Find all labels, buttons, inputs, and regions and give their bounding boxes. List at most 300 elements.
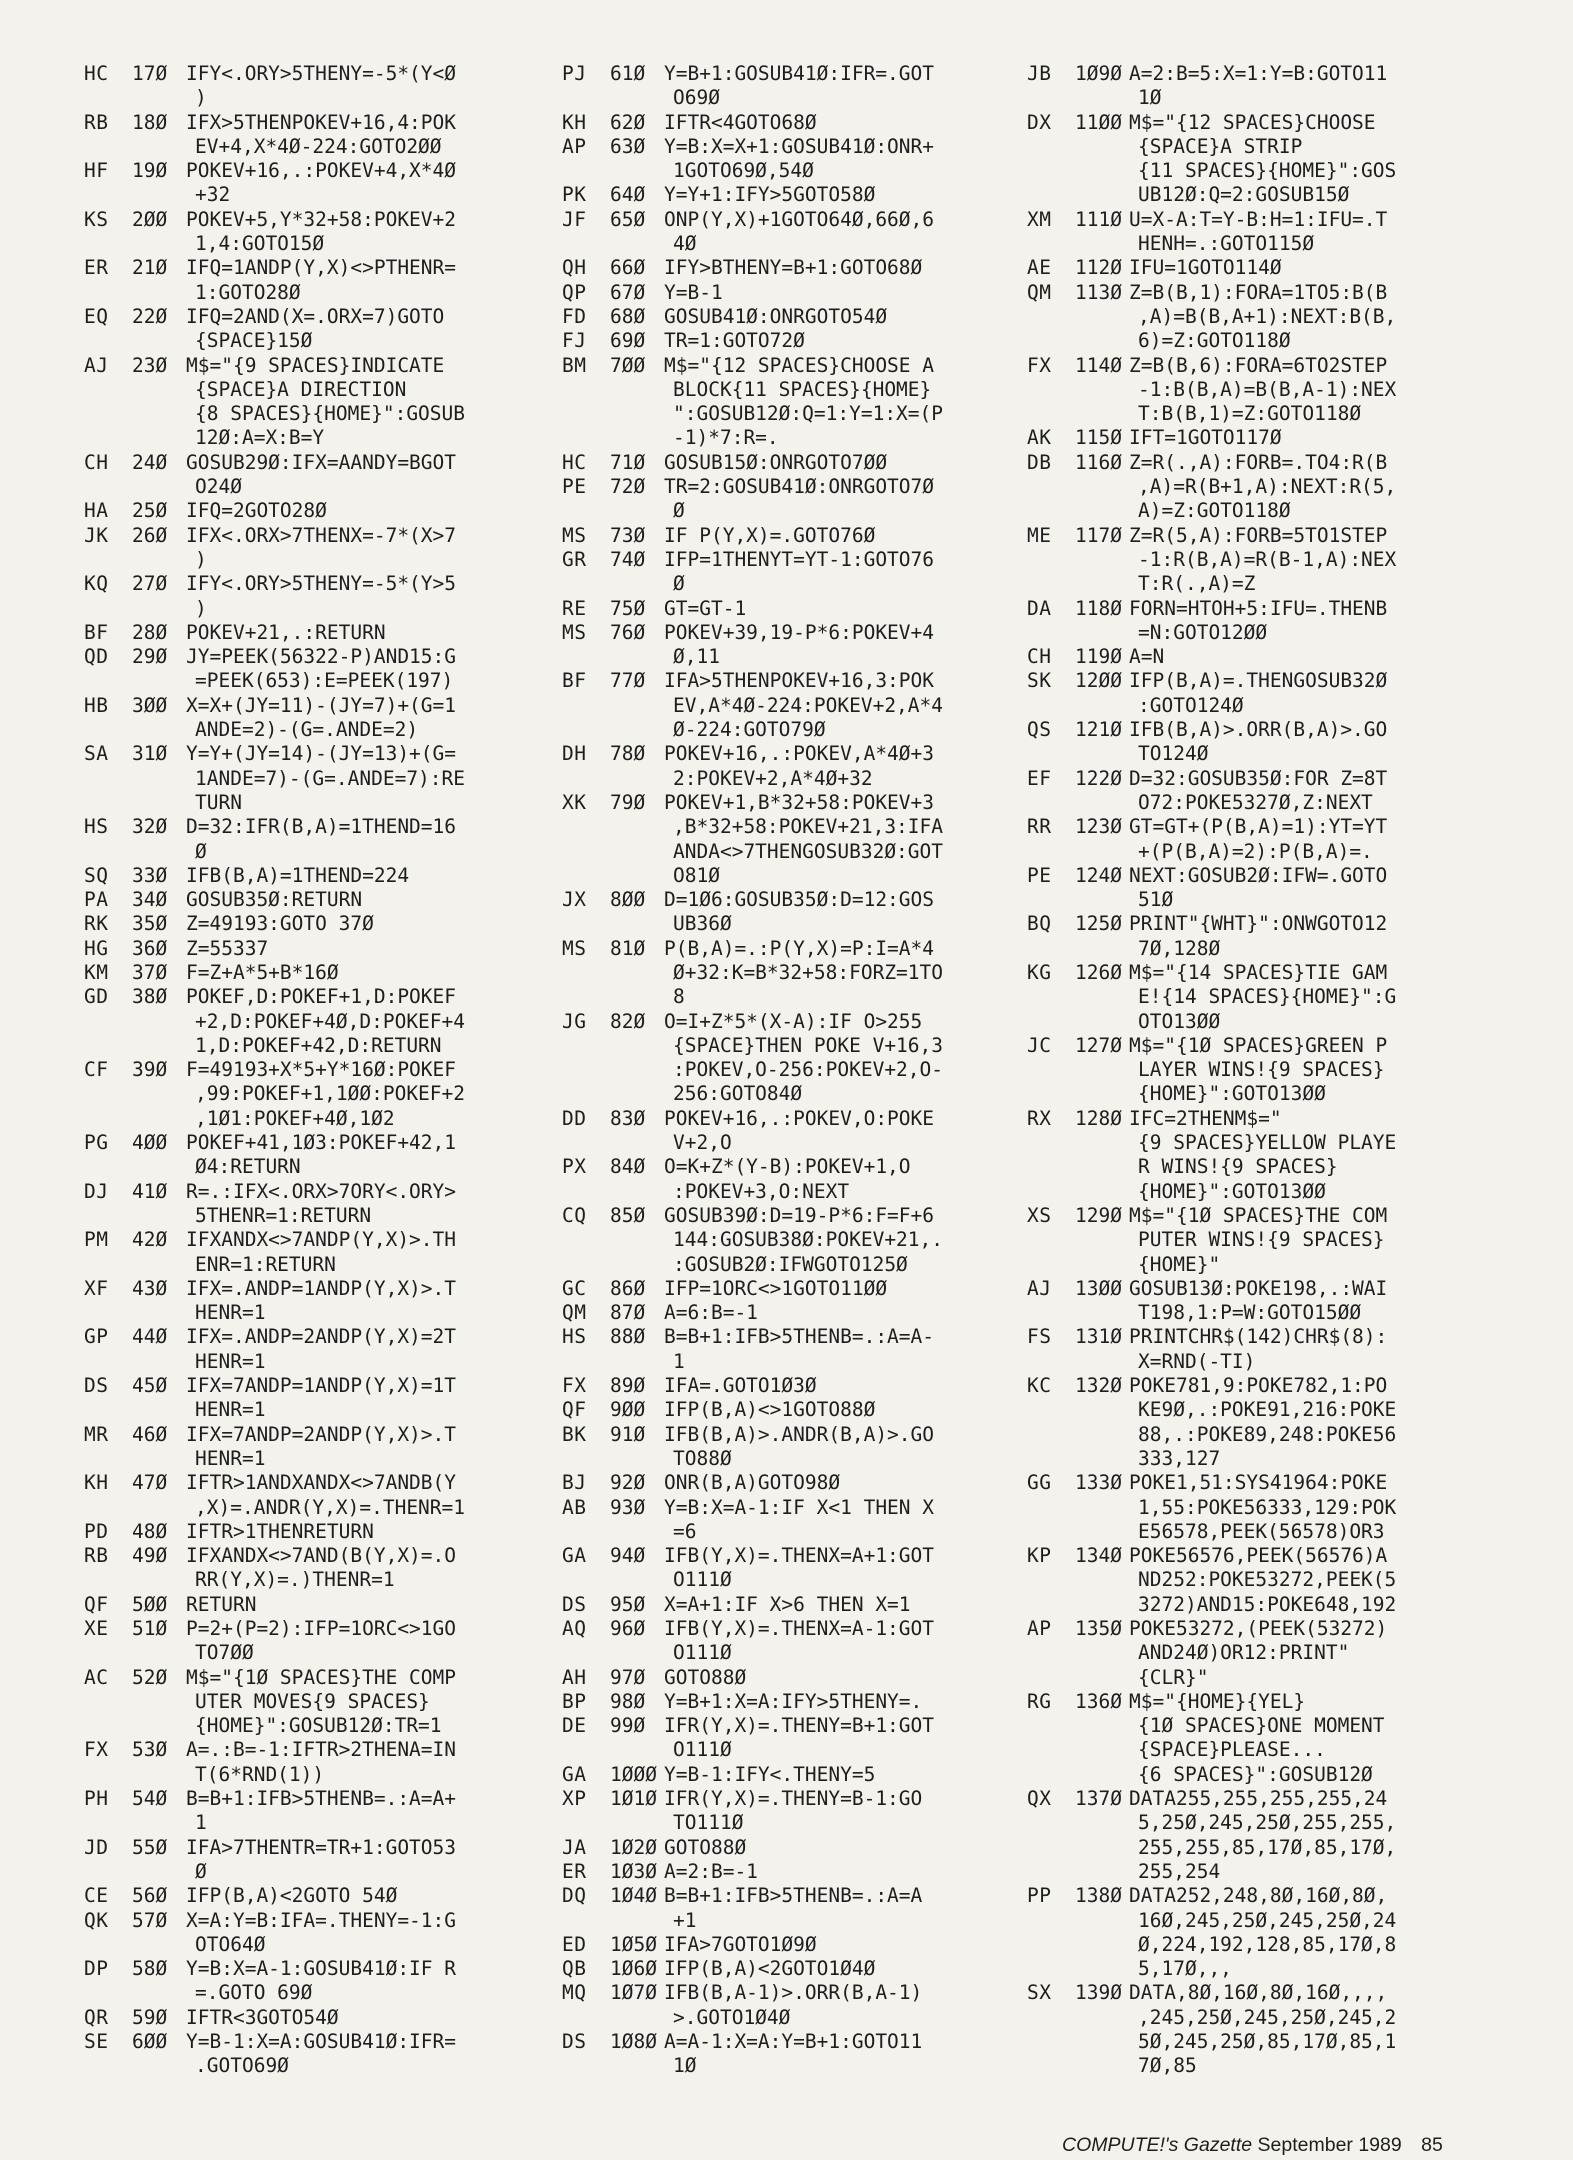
listing-entry [1027, 256, 1396, 280]
listing-entry [84, 1884, 465, 1908]
code-line: 7Ø,128Ø [1138, 936, 1221, 960]
code-text [1129, 1787, 1396, 1884]
checksum: QP [562, 280, 587, 304]
code-line: T:B(B,1)=Z:GOTO118Ø [1138, 402, 1362, 426]
code-line: EV+4,X*4Ø-224:GOTO2ØØ [195, 134, 442, 158]
code-line: M$="{12 SPACES}CHOOSE [1129, 110, 1376, 134]
line-number: 13ØØ [1075, 1276, 1122, 1300]
line-number: 83Ø [610, 1106, 646, 1130]
line-number: 69Ø [610, 329, 646, 353]
listing-entry [84, 1666, 465, 1739]
code-text [664, 135, 934, 184]
listing-entry [562, 1933, 943, 1957]
code-text [1129, 281, 1396, 354]
code-line: =N:GOTO12ØØ [1138, 620, 1268, 644]
code-text [186, 1544, 456, 1593]
line-number: 93Ø [610, 1495, 646, 1519]
code-line: X=X+(JY=11)-(JY=7)+(G=1 [186, 693, 457, 717]
code-line: E!{14 SPACES}{HOME}":G [1138, 985, 1397, 1009]
code-text [1129, 524, 1396, 597]
code-line: OTO64Ø [195, 1932, 266, 1956]
code-line: 5THENR=1:RETURN [195, 1203, 372, 1227]
line-number: 28Ø [132, 620, 168, 644]
code-line: Ø [195, 1859, 207, 1883]
code-line: IFQ=2GOTO28Ø [186, 499, 327, 523]
line-number: 1Ø9Ø [1075, 62, 1122, 85]
code-line: :GOSUB2Ø:IFWGOTO125Ø [673, 1252, 908, 1276]
checksum: JC [1027, 1033, 1052, 1057]
listing-entry [84, 256, 465, 305]
code-line: IFP=1THENYT=YT-1:GOTO76 [664, 547, 935, 571]
code-line: IFB(Y,X)=.THENX=A-1:GOT [664, 1617, 935, 1640]
code-text [186, 354, 465, 451]
code-text [1129, 256, 1282, 280]
line-number: 84Ø [610, 1155, 646, 1179]
listing-entry [562, 1544, 943, 1593]
checksum: QD [84, 645, 109, 669]
code-text [186, 864, 409, 888]
code-line: 51Ø [1138, 888, 1174, 912]
code-line: {8 SPACES}{HOME}":GOSUB [195, 402, 466, 426]
code-text [1129, 62, 1387, 111]
code-line: -1:B(B,A)=B(B,A-1):NEX [1138, 377, 1397, 401]
listing-entry [1027, 62, 1396, 111]
code-line: GOSUB39Ø:D=19-P*6:F=F+6 [664, 1203, 935, 1227]
code-text [664, 183, 875, 207]
line-number: 112Ø [1075, 256, 1122, 280]
checksum: GD [84, 985, 109, 1009]
line-number: 64Ø [610, 183, 646, 207]
code-line: D=1Ø6:GOSUB35Ø:D=12:GOS [664, 888, 935, 912]
listing-entry [562, 2030, 943, 2079]
listing-entry [562, 62, 943, 111]
checksum: HC [562, 450, 587, 474]
code-text [186, 256, 456, 305]
listing-entry [562, 1496, 943, 1545]
code-line: +1 [673, 1908, 697, 1932]
code-line: POKEV+16,.:POKEV+4,X*4Ø [186, 159, 457, 183]
code-text [664, 1374, 817, 1398]
checksum: HC [84, 62, 109, 85]
code-line: HENH=.:GOTO115Ø [1138, 232, 1315, 256]
code-line: IFY<.ORY>5THENY=-5*(Y>5 [186, 572, 457, 596]
code-line: 255,254 [1138, 1859, 1221, 1883]
code-line: TURN [195, 790, 242, 814]
checksum: XF [84, 1276, 109, 1300]
line-number: 125Ø [1075, 912, 1122, 936]
checksum: PP [1027, 1884, 1052, 1908]
code-line: {11 SPACES}{HOME}":GOS [1138, 159, 1397, 183]
code-line: IFXANDX<>7ANDP(Y,X)>.TH [186, 1228, 457, 1252]
listing-entry [1027, 451, 1396, 524]
checksum: JF [562, 207, 587, 231]
listing-column-3 [1027, 62, 1396, 2079]
code-line: IFA>5THENPOKEV+16,3:POK [664, 669, 935, 693]
code-line: Z=B(B,1):FORA=1TO5:B(B [1129, 280, 1388, 304]
code-line: O69Ø [673, 86, 720, 110]
listing-entry [84, 1520, 465, 1544]
listing-entry [1027, 524, 1396, 597]
code-line: Y=B-1 [664, 280, 723, 304]
checksum: XE [84, 1617, 109, 1640]
code-text [664, 1301, 758, 1325]
code-line: Y=B-1:IFY<.THENY=5 [664, 1762, 876, 1786]
checksum: AB [562, 1495, 587, 1519]
line-number: 57Ø [132, 1908, 168, 1932]
line-number: 67Ø [610, 280, 646, 304]
code-text [664, 1277, 887, 1301]
code-line: P=2+(P=2):IFP=1ORC<>1GO [186, 1617, 457, 1640]
listing-entry [84, 621, 465, 645]
code-line: M$="{1Ø SPACES}THE COMP [186, 1665, 457, 1689]
line-number: 138Ø [1075, 1884, 1122, 1908]
line-number: 24Ø [132, 450, 168, 474]
code-line: IFP(B,A)<>1GOTO88Ø [664, 1398, 876, 1422]
code-line: :POKEV+3,O:NEXT [673, 1179, 850, 1203]
line-number: 21Ø [132, 256, 168, 280]
line-number: 51Ø [132, 1617, 168, 1640]
listing-entry [1027, 767, 1396, 816]
listing-entry [562, 111, 943, 135]
line-number: 52Ø [132, 1665, 168, 1689]
code-line: POKEV+16,.:POKEV,A*4Ø+3 [664, 742, 935, 766]
listing-entry [562, 1836, 943, 1860]
code-line: RR(Y,X)=.)THENR=1 [195, 1568, 395, 1592]
code-line: IFX=7ANDP=2ANDP(Y,X)>.T [186, 1422, 457, 1446]
code-line: 144:GOSUB38Ø:POKEV+21,. [673, 1228, 944, 1252]
code-text [664, 475, 934, 524]
code-line: +2,D:POKEF+4Ø,D:POKEF+4 [195, 1009, 466, 1033]
code-text [664, 281, 723, 305]
code-line: IFX<.ORX>7THENX=-7*(X>7 [186, 523, 457, 547]
listing-entry [562, 1763, 943, 1787]
checksum: PD [84, 1519, 109, 1543]
code-line: ,245,25Ø,245,25Ø,245,2 [1138, 2005, 1397, 2029]
line-number: 19Ø [132, 159, 168, 183]
footer-magazine: COMPUTE!'s Gazette [1062, 2134, 1253, 2156]
code-line: PUTER WINS!{9 SPACES} [1138, 1228, 1385, 1252]
code-line: JY=PEEK(56322-P)AND15:G [186, 645, 457, 669]
code-line: {9 SPACES}YELLOW PLAYE [1138, 1131, 1397, 1155]
code-line: Ø [673, 572, 685, 596]
code-text [186, 985, 465, 1058]
line-number: 47Ø [132, 1471, 168, 1495]
code-line: =PEEK(653):E=PEEK(197) [195, 669, 454, 693]
code-line: R WINS!{9 SPACES} [1138, 1155, 1338, 1179]
code-text [664, 2030, 922, 2079]
code-text [186, 1277, 456, 1326]
code-text [664, 1666, 746, 1690]
code-line: U=X-A:T=Y-B:H=1:IFU=.T [1129, 207, 1388, 231]
code-text [186, 111, 456, 160]
code-text [186, 1617, 456, 1666]
line-number: 38Ø [132, 985, 168, 1009]
code-line: O72:POKE5327Ø,Z:NEXT [1138, 790, 1373, 814]
line-number: 12ØØ [1075, 669, 1122, 693]
code-text [664, 524, 875, 548]
listing-entry [84, 864, 465, 888]
code-text [1129, 1981, 1396, 2078]
line-number: 137Ø [1075, 1787, 1122, 1811]
code-text [664, 1325, 934, 1374]
code-line: M$="{1Ø SPACES}GREEN P [1129, 1033, 1388, 1057]
checksum: DQ [562, 1884, 587, 1908]
line-number: 44Ø [132, 1325, 168, 1349]
checksum: MQ [562, 1981, 587, 2005]
checksum: ER [562, 1859, 587, 1883]
code-text [1129, 767, 1387, 816]
listing-entry [562, 1593, 943, 1617]
code-text [186, 572, 456, 621]
code-line: TO124Ø [1138, 742, 1209, 766]
checksum: GC [562, 1276, 587, 1300]
code-line: POKEF,D:POKEF+1,D:POKEF [186, 985, 457, 1009]
code-text [186, 1520, 374, 1544]
code-text [664, 1690, 922, 1714]
listing-entry [562, 183, 943, 207]
listing-entry [84, 499, 465, 523]
code-text [1129, 1204, 1387, 1277]
code-line: {SPACE}THEN POKE V+16,3 [673, 1033, 944, 1057]
listing-entry [562, 1155, 943, 1204]
line-number: 65Ø [610, 207, 646, 231]
code-line: O24Ø [195, 475, 242, 499]
listing-entry [84, 62, 465, 111]
checksum: QF [84, 1592, 109, 1616]
checksum: HA [84, 499, 109, 523]
line-number: 86Ø [610, 1276, 646, 1300]
code-line: ,1Ø1:POKEF+4Ø,1Ø2 [195, 1106, 395, 1130]
line-number: 53Ø [132, 1738, 168, 1762]
code-line: 1Ø [1138, 86, 1162, 110]
code-line: +32 [195, 183, 231, 207]
checksum: DA [1027, 596, 1052, 620]
checksum: DE [562, 1714, 587, 1738]
code-line: A)=Z:GOTO118Ø [1138, 499, 1291, 523]
line-number: 85Ø [610, 1203, 646, 1227]
listing-entry [84, 1374, 465, 1423]
code-line: PRINT"{WHT}":ONWGOTO12 [1129, 912, 1388, 936]
code-text [186, 1957, 456, 2006]
checksum: GG [1027, 1471, 1052, 1495]
code-line: POKE781,9:POKE782,1:PO [1129, 1374, 1388, 1398]
code-text [1129, 1544, 1396, 1617]
listing-entry [84, 985, 465, 1058]
checksum: MS [562, 523, 587, 547]
code-line: O=I+Z*5*(X-A):IF O>255 [664, 1009, 923, 1033]
checksum: FX [1027, 353, 1052, 377]
code-line: 8 [673, 985, 685, 1009]
code-line: X=RND(-TI) [1138, 1349, 1256, 1373]
code-line: T198,1:P=W:GOTO15ØØ [1138, 1301, 1362, 1325]
code-line: Z=B(B,6):FORA=6TO2STEP [1129, 353, 1388, 377]
code-line: KE9Ø,.:POKE91,216:POKE [1138, 1398, 1397, 1422]
code-text [664, 62, 934, 111]
code-text [664, 111, 817, 135]
listing-entry [562, 1884, 943, 1933]
code-line: 1 [195, 1811, 207, 1835]
listing-entry [562, 329, 943, 353]
checksum: AJ [84, 353, 109, 377]
listing-entry [562, 281, 943, 305]
checksum: DS [84, 1374, 109, 1398]
code-line: BLOCK{11 SPACES}{HOME} [673, 377, 932, 401]
line-number: 133Ø [1075, 1471, 1122, 1495]
code-line: Ø [195, 839, 207, 863]
code-text [664, 1860, 758, 1884]
code-text [1129, 1107, 1396, 1204]
code-line: IFTR<4GOTO68Ø [664, 110, 817, 134]
code-line: P(B,A)=.:P(Y,X)=P:I=A*4 [664, 936, 935, 960]
line-number: 74Ø [610, 547, 646, 571]
checksum: SX [1027, 1981, 1052, 2005]
checksum: PH [84, 1787, 109, 1811]
listing-entry [562, 256, 943, 280]
checksum: JD [84, 1835, 109, 1859]
line-number: 43Ø [132, 1276, 168, 1300]
code-text [664, 1155, 911, 1204]
line-number: 119Ø [1075, 645, 1122, 669]
listing-entry [562, 208, 943, 257]
code-line: M$="{1Ø SPACES}THE COM [1129, 1203, 1388, 1227]
code-text [664, 1496, 934, 1545]
listing-entry [562, 354, 943, 451]
checksum: XP [562, 1787, 587, 1811]
page-footer [1062, 2134, 1443, 2157]
code-text [186, 645, 456, 694]
listing-entry [562, 1204, 943, 1277]
line-number: 18Ø [132, 110, 168, 134]
code-text [664, 1593, 911, 1617]
checksum: CQ [562, 1203, 587, 1227]
code-line: GT=GT-1 [664, 596, 747, 620]
footer-page-number: 85 [1421, 2134, 1443, 2156]
code-text [664, 354, 943, 451]
code-line: POKEF+41,1Ø3:POKEF+42,1 [186, 1131, 457, 1155]
listing-entry [562, 305, 943, 329]
code-text [186, 1836, 456, 1885]
line-number: 66Ø [610, 256, 646, 280]
line-number: 45Ø [132, 1374, 168, 1398]
listing-entry [562, 791, 943, 888]
checksum: RX [1027, 1106, 1052, 1130]
listing-entry [1027, 1277, 1396, 1326]
checksum: RB [84, 1544, 109, 1568]
code-text [1129, 354, 1396, 427]
checksum: QM [1027, 280, 1052, 304]
code-line: {SPACE}A DIRECTION [195, 377, 407, 401]
listing-entry [562, 1010, 943, 1107]
listing-entry [562, 1787, 943, 1836]
line-number: 91Ø [610, 1422, 646, 1446]
listing-entry [1027, 1374, 1396, 1471]
line-number: 2ØØ [132, 207, 168, 231]
code-line: IFC=2THENM$=" [1129, 1106, 1282, 1130]
line-number: 111Ø [1075, 207, 1122, 231]
checksum: DH [562, 742, 587, 766]
code-line: M$="{HOME}{YEL} [1129, 1689, 1306, 1713]
code-line: D=32:GOSUB35Ø:FOR Z=8T [1129, 766, 1388, 790]
line-number: 42Ø [132, 1228, 168, 1252]
code-text [664, 621, 934, 670]
code-line: Y=Y+(JY=14)-(JY=13)+(G= [186, 742, 457, 766]
listing-entry [1027, 1034, 1396, 1107]
checksum: FS [1027, 1325, 1052, 1349]
line-number: 82Ø [610, 1009, 646, 1033]
line-number: 35Ø [132, 912, 168, 936]
checksum: QB [562, 1957, 587, 1981]
line-number: 135Ø [1075, 1617, 1122, 1640]
listing-entry [84, 815, 465, 864]
line-number: 116Ø [1075, 450, 1122, 474]
code-text [186, 159, 456, 208]
checksum: CH [84, 450, 109, 474]
code-text [186, 1325, 456, 1374]
code-line: IFB(B,A)>.ORR(B,A)>.GO [1129, 718, 1388, 742]
listing-entry [84, 1787, 465, 1836]
code-line: ANDE=2)-(G=.ANDE=2) [195, 718, 419, 742]
listing-entry [84, 524, 465, 573]
code-text [664, 1617, 934, 1666]
code-text [186, 524, 456, 573]
checksum: QF [562, 1398, 587, 1422]
line-number: 29Ø [132, 645, 168, 669]
code-line: IFP(B,A)=.THENGOSUB32Ø [1129, 669, 1388, 693]
listing-entry [1027, 354, 1396, 427]
line-number: 139Ø [1075, 1981, 1122, 2005]
code-line: POKE1,51:SYS41964:POKE [1129, 1471, 1388, 1495]
code-line: NEXT:GOSUB2Ø:IFW=.GOTO [1129, 863, 1388, 887]
checksum: EF [1027, 766, 1052, 790]
line-number: 22Ø [132, 304, 168, 328]
code-line: Y=B-1:X=A:GOSUB41Ø:IFR= [186, 2030, 457, 2054]
listing-entry [562, 1423, 943, 1472]
checksum: DS [562, 2030, 587, 2054]
checksum: SK [1027, 669, 1052, 693]
code-text [664, 1398, 875, 1422]
code-line: ANDA<>7THENGOSUB32Ø:GOT [673, 839, 944, 863]
code-line: AND24Ø)OR12:PRINT" [1138, 1641, 1350, 1665]
code-text [664, 791, 943, 888]
code-line: -1:R(B,A)=R(B-1,A):NEX [1138, 547, 1397, 571]
code-text [664, 451, 887, 475]
line-number: 75Ø [610, 596, 646, 620]
line-number: 136Ø [1075, 1689, 1122, 1713]
line-number: 34Ø [132, 888, 168, 912]
code-line: 255,255,85,17Ø,85,17Ø, [1138, 1835, 1397, 1859]
line-number: 55Ø [132, 1835, 168, 1859]
code-line: Y=Y+1:IFY>5GOTO58Ø [664, 183, 876, 207]
code-line: IFA>7GOTO1Ø9Ø [664, 1932, 817, 1956]
code-text [1129, 912, 1387, 961]
code-text [664, 1981, 922, 2030]
code-line: 2:POKEV+2,A*4Ø+32 [673, 766, 873, 790]
checksum: GP [84, 1325, 109, 1349]
code-line: ND252:POKE53272,PEEK(5 [1138, 1568, 1397, 1592]
listing-entry [84, 1544, 465, 1593]
checksum: JG [562, 1009, 587, 1033]
code-line: Z=49193:GOTO 37Ø [186, 912, 374, 936]
listing-entry [562, 1617, 943, 1666]
listing-entry [562, 669, 943, 742]
code-text [186, 1423, 456, 1472]
line-number: 63Ø [610, 134, 646, 158]
listing-entry [1027, 1107, 1396, 1204]
listing-entry [562, 1374, 943, 1398]
checksum: BQ [1027, 912, 1052, 936]
checksum: BM [562, 353, 587, 377]
checksum: CH [1027, 645, 1052, 669]
